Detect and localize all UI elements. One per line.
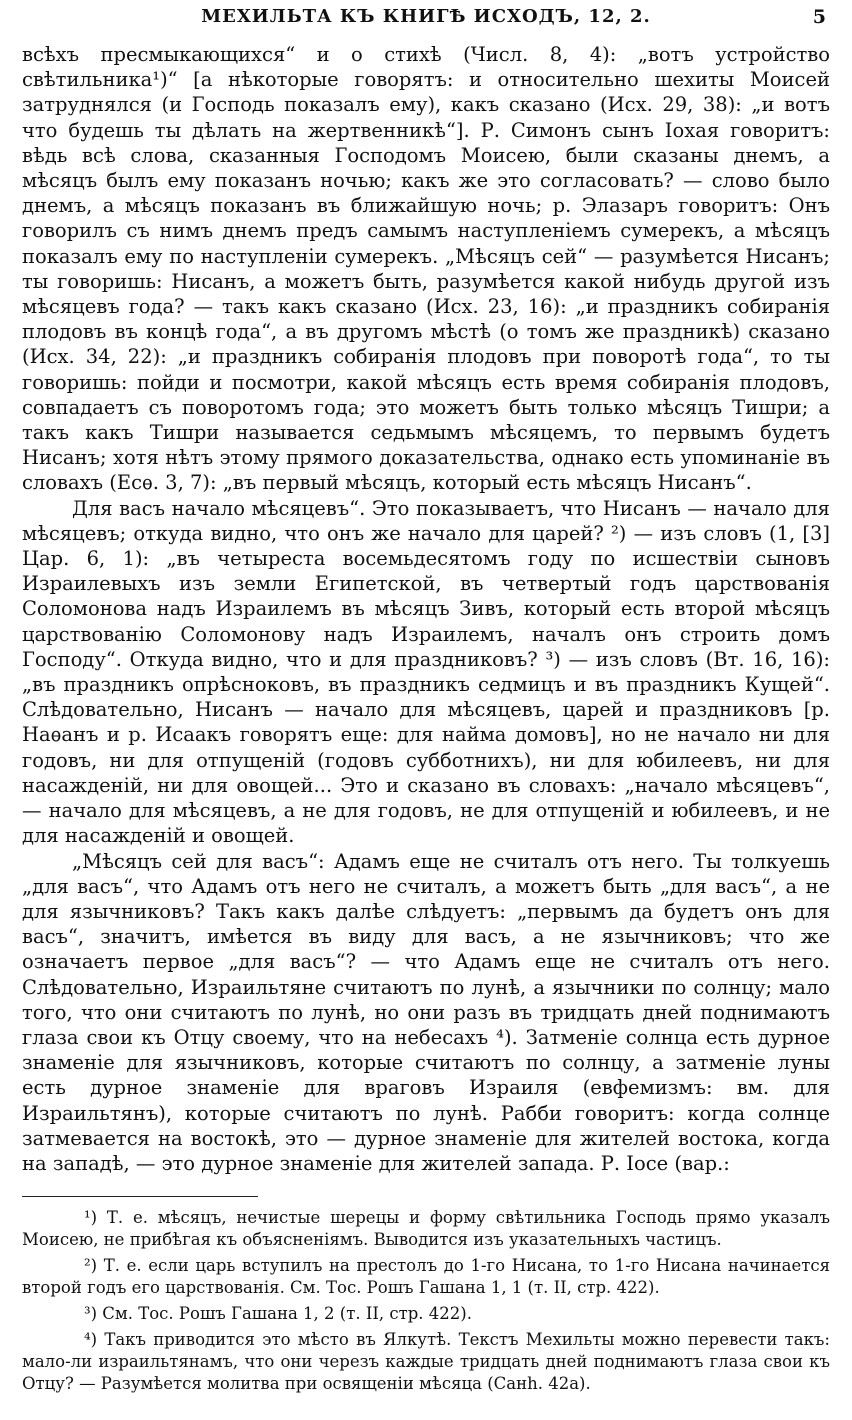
paragraph-2: Для васъ начало мѣсяцевъ“. Это показываетъ, что Нисанъ — начало для мѣсяцевъ; откуда видно, что онъ же начало для царей? ²) — изъ словъ (1, [3] Цар. 6, 1): „въ четыреста восемьдесятомъ году по исшествіи сыновъ Израилевыхъ изъ земли Египетской, въ четвертый годъ царствованія Соломонова надъ Израилемъ въ мѣсяцъ Зивъ, который есть второй мѣсяцъ царствованію Соломонову надъ Израилемъ, началъ онъ строить домъ Господу“. Откуда видно, что и для праздниковъ? ³) — изъ словъ (Вт. 16, 16): „въ праздникъ опрѣсноковъ, въ праздникъ седмицъ и въ праздникъ Кущей“. Слѣдовательно, Нисанъ — начало для мѣсяцевъ, царей и праздниковъ [р. Наѳанъ и р. Исаакъ говорятъ еще: для найма домовъ], но не начало ни для годовъ, ни для отпущеній (годовъ субботнихъ), ни для юбилеевъ, ни для насажденій, ни для овощей... Это и сказано въ словахъ: „начало мѣсяцевъ“, — начало для мѣсяцевъ, а не для годовъ, не для отпущеній и юбилеевъ, и не для насажденій и овощей. (22, 496, 830, 848)
paragraph-3: „Мѣсяцъ сей для васъ“: Адамъ еще не считалъ отъ него. Ты толкуешь „для васъ“, что Адамъ отъ него не считалъ, а можетъ быть „для васъ“, а не для язычниковъ? Такъ какъ далѣе слѣдуетъ: „первымъ да будетъ онъ для васъ“, значитъ, имѣется въ виду для васъ, а не язычниковъ; что же означаетъ первое „для васъ“? — что Адамъ еще не считалъ отъ него. Слѣдовательно, Израильтяне считаютъ по лунѣ, а язычники по солнцу; мало того, что они считаютъ по лунѣ, но они разъ въ тридцать дней поднимаютъ глаза свои къ Отцу своему, что на небесахъ ⁴). Затменіе солнца есть дурное знаменіе для язычниковъ, которые считаютъ по солнцу, а затменіе луны есть дурное знаменіе для враговъ Израиля (евфемизмъ: вм. для Израильтянъ), которые считаютъ по лунѣ. Рабби говоритъ: когда солнце затмевается на востокѣ, это — дурное знаменіе для жителей востока, когда на западѣ, — это дурное знаменіе для жителей запада. Р. Іосе (вар.: (22, 849, 830, 1175)
footnote-2: ²) Т. е. если царь вступилъ на престолъ до 1-го Нисана, то 1-го Нисана начинается второй годъ его царствованія. См. Тос. Рошъ Гашана 1, 1 (т. II, стр. 422). (22, 1256, 830, 1298)
footnote-divider (22, 1196, 258, 1197)
page-number: 5 (812, 6, 826, 28)
footnote-1: ¹) Т. е. мѣсяцъ, нечистые шерецы и форму свѣтильника Господь прямо указалъ Моисею, не прибѣгая къ объясненіямъ. Выводится изъ указательныхъ частицъ. (22, 1208, 830, 1250)
running-header (22, 0, 830, 42)
running-title: МЕХИЛЬТА КЪ КНИГѢ ИСХОДЪ, 12, 2. (201, 6, 651, 27)
footnotes (22, 1207, 830, 1395)
footnote-4: ⁴) Такъ приводится это мѣсто въ Ялкутѣ. Текстъ Мехильты можно перевести такъ: мало-ли израильтянамъ, что они черезъ каждые тридцать дней поднимаютъ глаза свои къ Отцу? — Разумѣется молитва при освященіи мѣсяца (Санh. 42а). (22, 1330, 830, 1394)
footnote-3: ³) См. Тос. Рошъ Гашана 1, 2 (т. II, стр. 422). (84, 1304, 472, 1324)
main-text (22, 42, 830, 1176)
paragraph-1: всѣхъ пресмыкающихся“ и о стихѣ (Числ. 8, 4): „вотъ устройство свѣтильника¹)“ [а нѣкоторые говорятъ: и относительно шехиты Моисей затруднялся (и Господь показалъ ему), какъ сказано (Исх. 29, 38): „и вотъ что будешь ты дѣлать на жертвенникѣ“]. Р. Симонъ сынъ Іохая говоритъ: вѣдь всѣ слова, сказанныя Господомъ Моисею, были сказаны днемъ, а мѣсяцъ былъ ему показанъ ночью; какъ же это согласовать? — слово было днемъ, а мѣсяцъ показанъ въ ближайшую ночь; р. Элазаръ говоритъ: Онъ говорилъ съ нимъ днемъ предъ самымъ наступленіемъ сумерекъ, а мѣсяцъ показалъ ему по наступленіи сумерекъ. „Мѣсяцъ сей“ — разумѣется Нисанъ; ты говоришь: Нисанъ, а можетъ быть, разумѣется какой нибудь другой изъ мѣсяцевъ года? — такъ какъ сказано (Исх. 23, 16): „и праздникъ собиранія плодовъ въ концѣ года“, а въ другомъ мѣстѣ (о томъ же праздникѣ) сказано (Исх. 34, 22): „и праздникъ собиранія плодовъ при поворотѣ года“, то ты говоришь: пойди и посмотри, какой мѣсяцъ есть время собиранія плодовъ, совпадаетъ съ поворотомъ года; это можетъ быть только мѣсяцъ Тишри; а такъ какъ Тишри называется седьмымъ мѣсяцемъ, то первымъ будетъ Нисанъ; хотя нѣтъ этому прямого доказательства, однако есть упоминаніе въ словахъ (Есѳ. 3, 7): „въ первый мѣсяцъ, который есть мѣсяцъ Нисанъ“. (22, 43, 830, 495)
